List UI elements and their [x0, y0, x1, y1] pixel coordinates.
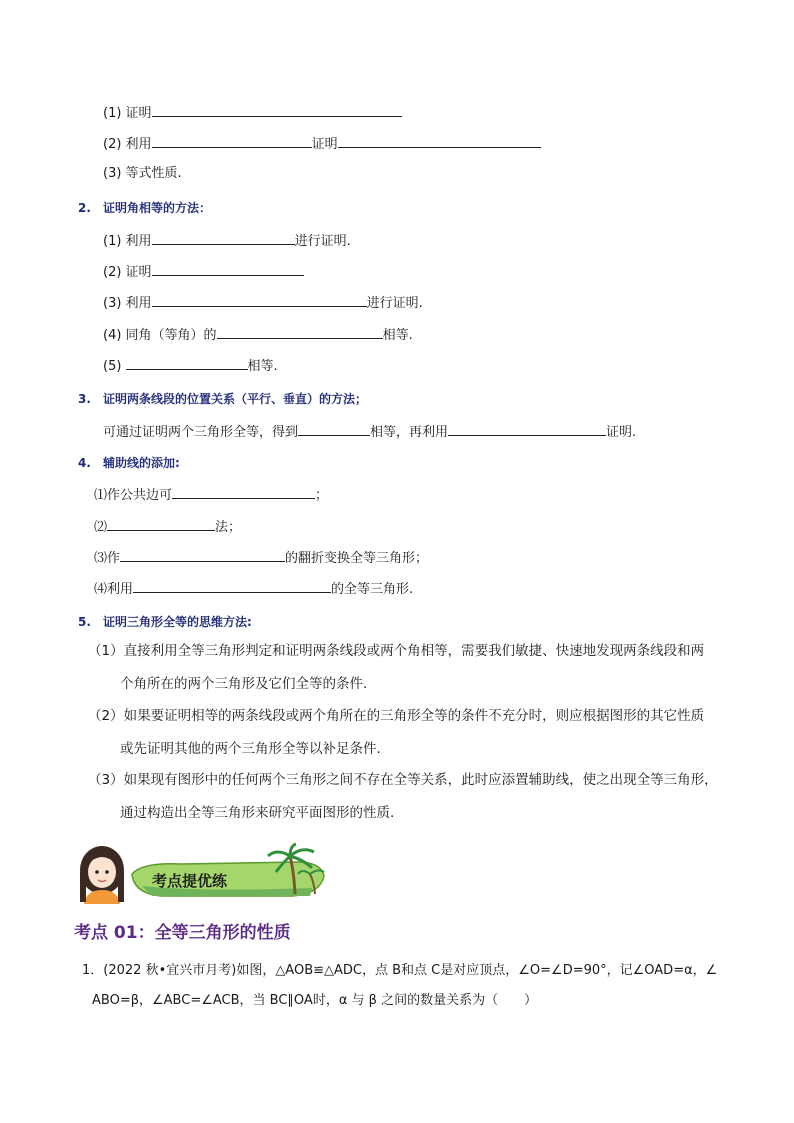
question-line-1: 如图，△AOB≌△ADC，点 B和点 C是对应顶点，∠O=∠D=90°，记∠OAD=α，∠ — [236, 963, 718, 978]
s5-para-2: （2）如果要证明相等的两条线段或两个角所在的三角形全等的条件不充分时，则应根据图形的其它性质 或先证明其他的两个三角形全等以补足条件. — [88, 708, 705, 757]
s4-item-3: ⑶作 的翻折变换全等三角形； — [94, 548, 428, 568]
blank — [448, 422, 606, 436]
section-2-heading: 2. 证明角相等的方法： — [78, 201, 212, 215]
section-4-heading: 4. 辅助线的添加: — [78, 456, 180, 470]
question-1 — [82, 956, 762, 1016]
blank — [298, 422, 370, 436]
s2-item-2: (2) 证明 — [103, 262, 304, 282]
s1-item-2: (2) 利用 证明 — [103, 134, 541, 154]
s5-para-1: （1）直接利用全等三角形判定和证明两条线段或两个角相等，需要我们敏捷、快速地发现两条线段和两 个角所在的两个三角形及它们全等的条件. — [88, 643, 705, 692]
question-number: 1． — [82, 963, 104, 978]
s2-item-5: (5) 相等. — [103, 356, 278, 376]
blank — [152, 262, 304, 276]
blank — [107, 517, 215, 531]
s2-item-3: (3) 利用 进行证明. — [103, 293, 423, 313]
blank — [152, 293, 367, 307]
s4-item-2: ⑵ 法； — [94, 517, 241, 537]
blank — [217, 325, 383, 339]
s1-item-3: (3) 等式性质. — [103, 166, 182, 181]
s4-item-1: ⑴作公共边可 ； — [94, 485, 328, 505]
s1-item-1: (1) 证明 — [103, 103, 402, 123]
question-line-2: ABO=β，∠ABC=∠ACB，当 BC∥OA时，α 与 β 之间的数量关系为（ ） — [92, 993, 538, 1008]
practice-banner — [72, 842, 330, 904]
blank — [152, 103, 402, 117]
blank — [338, 134, 541, 148]
girl-avatar-icon — [80, 846, 124, 904]
blank — [133, 579, 331, 593]
s2-item-1: (1) 利用 进行证明. — [103, 231, 351, 251]
s2-item-4: (4) 同角（等角）的 相等. — [103, 325, 413, 345]
section-5-heading: 5. 证明三角形全等的思维方法: — [78, 615, 252, 629]
s5-para-3: （3）如果现有图形中的任何两个三角形之间不存在全等关系，此时应添置辅助线，使之出现全等三角形， 通过构造出全等三角形来研究平面图形的性质. — [88, 772, 718, 821]
blank — [152, 231, 295, 245]
blank — [120, 548, 285, 562]
blank — [152, 134, 312, 148]
banner-label: 考点提优练 — [152, 872, 228, 890]
kaodian-title: 考点 01：全等三角形的性质 — [74, 923, 291, 943]
section-3-heading: 3. 证明两条线段的位置关系（平行、垂直）的方法； — [78, 392, 368, 406]
question-source: (2022 秋•宜兴市月考) — [103, 963, 237, 978]
s3-text: 可通过证明两个三角形全等，得到 相等，再利用 证明. — [103, 422, 636, 442]
blank — [126, 356, 248, 370]
blank — [172, 485, 315, 499]
s4-item-4: ⑷利用 的全等三角形. — [94, 579, 413, 599]
